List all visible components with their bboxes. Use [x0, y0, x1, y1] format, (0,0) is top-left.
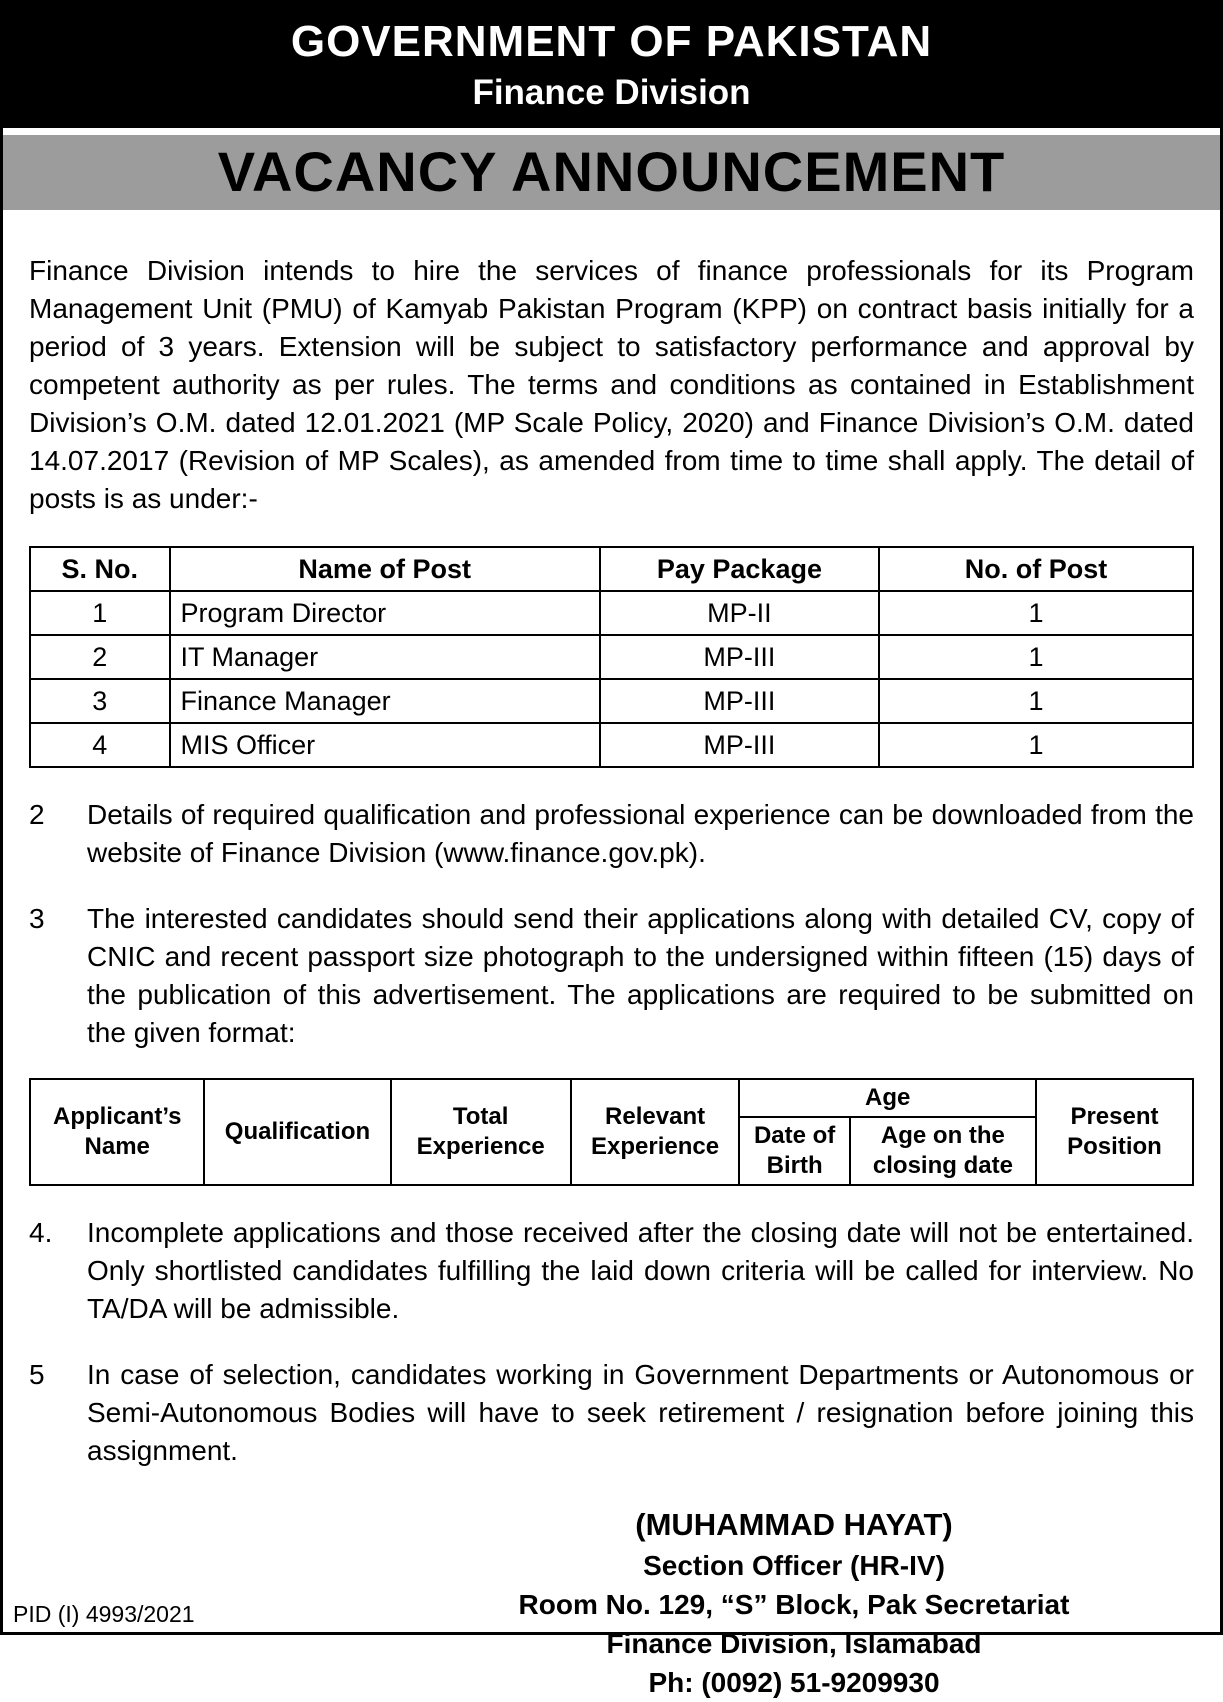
signature-block	[474, 1504, 1114, 1702]
table-row	[30, 635, 1193, 679]
vacancy-banner	[3, 135, 1220, 210]
col-header-no-of-post: No. of Post	[879, 547, 1193, 591]
format-col-qualification: Qualification	[204, 1079, 390, 1185]
division-subtitle: Finance Division	[472, 72, 751, 112]
table-cell: 3	[30, 679, 170, 723]
format-col-present-position: Present Position	[1036, 1079, 1193, 1185]
table-cell: 2	[30, 635, 170, 679]
format-col-date-of-birth: Date of Birth	[739, 1117, 849, 1185]
col-header-sno: S. No.	[30, 547, 170, 591]
item-4-number: 4.	[29, 1217, 53, 1249]
item-3	[29, 900, 1194, 1052]
table-cell: 1	[879, 679, 1193, 723]
format-col-age: Age	[739, 1079, 1036, 1117]
format-col-applicant-name: Applicant’s Name	[30, 1079, 204, 1185]
table-cell: MP-III	[600, 723, 879, 767]
signatory-phone: Ph: (0092) 51-9209930	[648, 1667, 940, 1699]
item-4-text: Incomplete applications and those received after the closing date will not be entertained. Only shortlisted candidates fulfilling the laid down criteria will be called for interview. No TA/DA will be admissible.	[87, 1217, 1194, 1325]
item-5	[29, 1356, 1194, 1470]
item-5-number: 5	[29, 1359, 45, 1391]
item-3-number: 3	[29, 903, 45, 935]
table-cell: 1	[30, 591, 170, 635]
table-cell: Program Director	[170, 591, 600, 635]
signatory-address-1: Room No. 129, “S” Block, Pak Secretariat	[518, 1589, 1070, 1621]
banner-title: VACANCY ANNOUNCEMENT	[217, 140, 1006, 204]
item-3-text: The interested candidates should send their applications along with detailed CV, copy of CNIC and recent passport size photograph to the undersigned within fifteen (15) days of the publication of this advertisement. The applications are required to be submitted on the given format:	[87, 903, 1194, 1049]
masthead	[3, 3, 1220, 128]
application-format-table	[29, 1078, 1194, 1186]
table-cell: 1	[879, 723, 1193, 767]
table-cell: MP-III	[600, 635, 879, 679]
col-header-name-of-post: Name of Post	[170, 547, 600, 591]
format-col-relevant-experience: Relevant Experience	[571, 1079, 740, 1185]
item-5-text: In case of selection, candidates working in Government Departments or Autonomous or Semi-Autonomous Bodies will have to seek retirement / resignation before joining this assignment.	[87, 1359, 1194, 1467]
table-cell: MP-III	[600, 679, 879, 723]
item-2	[29, 796, 1194, 872]
table-cell: 4	[30, 723, 170, 767]
col-header-pay-package: Pay Package	[600, 547, 879, 591]
intro-paragraph: Finance Division intends to hire the services of finance professionals for its Program Management Unit (PMU) of Kamyab Pakistan Program (KPP) on contract basis initially for a period of 3 years. Extension will be subject to satisfactory performance and approval by competent authority as per rules. The terms and conditions as contained in Establishment Division’s O.M. dated 12.01.2021 (MP Scale Policy, 2020) and Finance Division’s O.M. dated 14.07.2017 (Revision of MP Scales), as amended from time to time shall apply. The detail of posts is as under:-	[29, 255, 1194, 515]
pid-note: PID (I) 4993/2021	[13, 1601, 195, 1627]
signatory-designation: Section Officer (HR-IV)	[643, 1550, 945, 1582]
signatory-name: (MUHAMMAD HAYAT)	[635, 1507, 953, 1543]
table-cell: Finance Manager	[170, 679, 600, 723]
table-cell: 1	[879, 635, 1193, 679]
government-title: GOVERNMENT OF PAKISTAN	[290, 17, 933, 66]
signatory-address-2: Finance Division, Islamabad	[606, 1628, 982, 1660]
posts-table-header	[30, 547, 1193, 591]
table-row	[30, 679, 1193, 723]
format-col-age-on-closing: Age on the closing date	[850, 1117, 1036, 1185]
format-col-total-experience: Total Experience	[391, 1079, 571, 1185]
posts-table	[29, 546, 1194, 768]
item-2-number: 2	[29, 799, 45, 831]
table-cell: MIS Officer	[170, 723, 600, 767]
table-row	[30, 591, 1193, 635]
item-2-text: Details of required qualification and professional experience can be downloaded from the website of Finance Division (www.finance.gov.pk).	[87, 799, 1194, 869]
content-area	[3, 210, 1220, 1702]
table-cell: MP-II	[600, 591, 879, 635]
table-cell: IT Manager	[170, 635, 600, 679]
table-cell: 1	[879, 591, 1193, 635]
table-row	[30, 723, 1193, 767]
item-4	[29, 1214, 1194, 1328]
posts-table-body	[30, 591, 1193, 767]
